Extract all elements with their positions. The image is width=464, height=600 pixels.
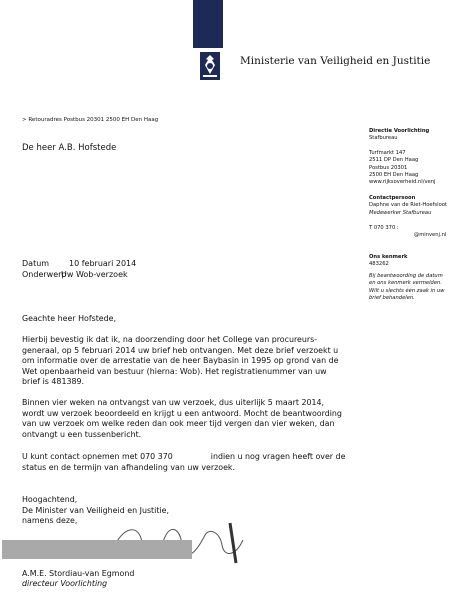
paragraph-2 (22, 398, 357, 440)
sidebar-contact (369, 195, 447, 217)
paragraph-1-line: Hierbij bevestig ik dat ik, na doorzending door het College van procureurs- (22, 335, 318, 344)
date-label: Datum (22, 259, 50, 268)
letterhead-ribbon (193, 0, 223, 48)
paragraph-1-line: brief is 481389. (22, 377, 85, 387)
sidebar-address (369, 150, 435, 186)
signatory-name: A.M.E. Stordiau-van Egmond (22, 569, 135, 578)
coat-of-arms-icon (200, 52, 220, 80)
addressee: De heer A.B. Hofstede (22, 143, 117, 153)
paragraph-3 (22, 452, 357, 473)
date-value: 10 februari 2014 (69, 259, 137, 268)
closing-line: namens deze, (22, 516, 78, 526)
sidebar-ref-value: 483262 (369, 261, 389, 268)
paragraph-2-line: Binnen vier weken na ontvangst van uw verzoek, dus uiterlijk 5 maart 2014, (22, 398, 325, 407)
sidebar-addr-2: 2511 DP Den Haag (369, 157, 419, 164)
sidebar-addr-4: 2500 EH Den Haag (369, 171, 419, 178)
sidebar-note (369, 273, 444, 302)
sidebar-department (369, 128, 429, 143)
paragraph-2-line: van uw verzoek om welke reden dan ook meer tijd vergen dan vier weken, dan (22, 419, 335, 429)
closing-line: Hoogachtend, (22, 495, 78, 504)
sidebar-sub: Stafbureau (369, 135, 398, 142)
sidebar-reference (369, 254, 407, 269)
closing-line: De Minister van Veiligheid en Justitie, (22, 505, 169, 515)
sidebar-addr-3: Postbus 20301 (369, 164, 408, 171)
ministry-name: Ministerie van Veiligheid en Justitie (240, 55, 431, 67)
date-row (22, 259, 136, 268)
contact-phone-text: U kunt contact opnemen met 070 370 (22, 452, 173, 461)
signature-redaction (2, 540, 192, 559)
paragraph-1-line: Wet openbaarheid van bestuur (hierna: Wob). Het registratienummer van uw (22, 366, 327, 376)
paragraph-2-line: ontvangt u een tussenbericht. (22, 429, 142, 439)
paragraph-3-line: status en de termijn van afhandeling van uw verzoek. (22, 462, 236, 472)
sidebar-website: www.rijksoverheid.nl/venj (369, 179, 436, 186)
sidebar-contact-name: Daphne van de Riet-Hoefsloot (369, 202, 447, 209)
sidebar-note-2: en ons kenmerk vermelden. (369, 280, 442, 287)
paragraph-3-line (22, 452, 357, 463)
sidebar-phone: T 070 370 : (369, 225, 399, 231)
sidebar-note-3: Wilt u slechts één zaak in uw (369, 287, 445, 294)
return-address: > Retouradres Postbus 20301 2500 EH Den Haag (22, 117, 159, 123)
sidebar-email: @minvenj.nl (414, 232, 447, 238)
sidebar-note-4: brief behandelen. (369, 294, 415, 301)
paragraph-1-line: om informatie over de arrestatie van de heer Baybasin in 1995 op grond van de (22, 356, 339, 366)
paragraph-2-line: wordt uw verzoek beoordeeld en krijgt u een antwoord. Mocht de beantwoording (22, 408, 342, 418)
signatory (22, 569, 134, 589)
subject-label: Onderwerp (22, 270, 67, 279)
sidebar-contact-heading: Contactpersoon (369, 195, 416, 201)
paragraph-1-line: generaal, op 5 februari 2014 uw brief heb ontvangen. Met deze brief verzoekt u (22, 345, 339, 355)
paragraph-1 (22, 335, 357, 388)
salutation: Geachte heer Hofstede, (22, 314, 117, 323)
sidebar-ref-heading: Ons kenmerk (369, 254, 408, 260)
sidebar-addr-1: Turfmarkt 147 (369, 150, 406, 156)
subject-value: Uw Wob-verzoek (61, 270, 128, 279)
contact-phone-suffix: indien u nog vragen heeft over de (210, 452, 346, 461)
sidebar-note-1: Bij beantwoording de datum (369, 273, 443, 279)
subject-row (22, 270, 128, 279)
sidebar-contact-role: Medewerker Stafbureau (369, 209, 432, 216)
sidebar-dept: Directie Voorlichting (369, 128, 430, 134)
signatory-title: directeur Voorlichting (22, 579, 108, 589)
